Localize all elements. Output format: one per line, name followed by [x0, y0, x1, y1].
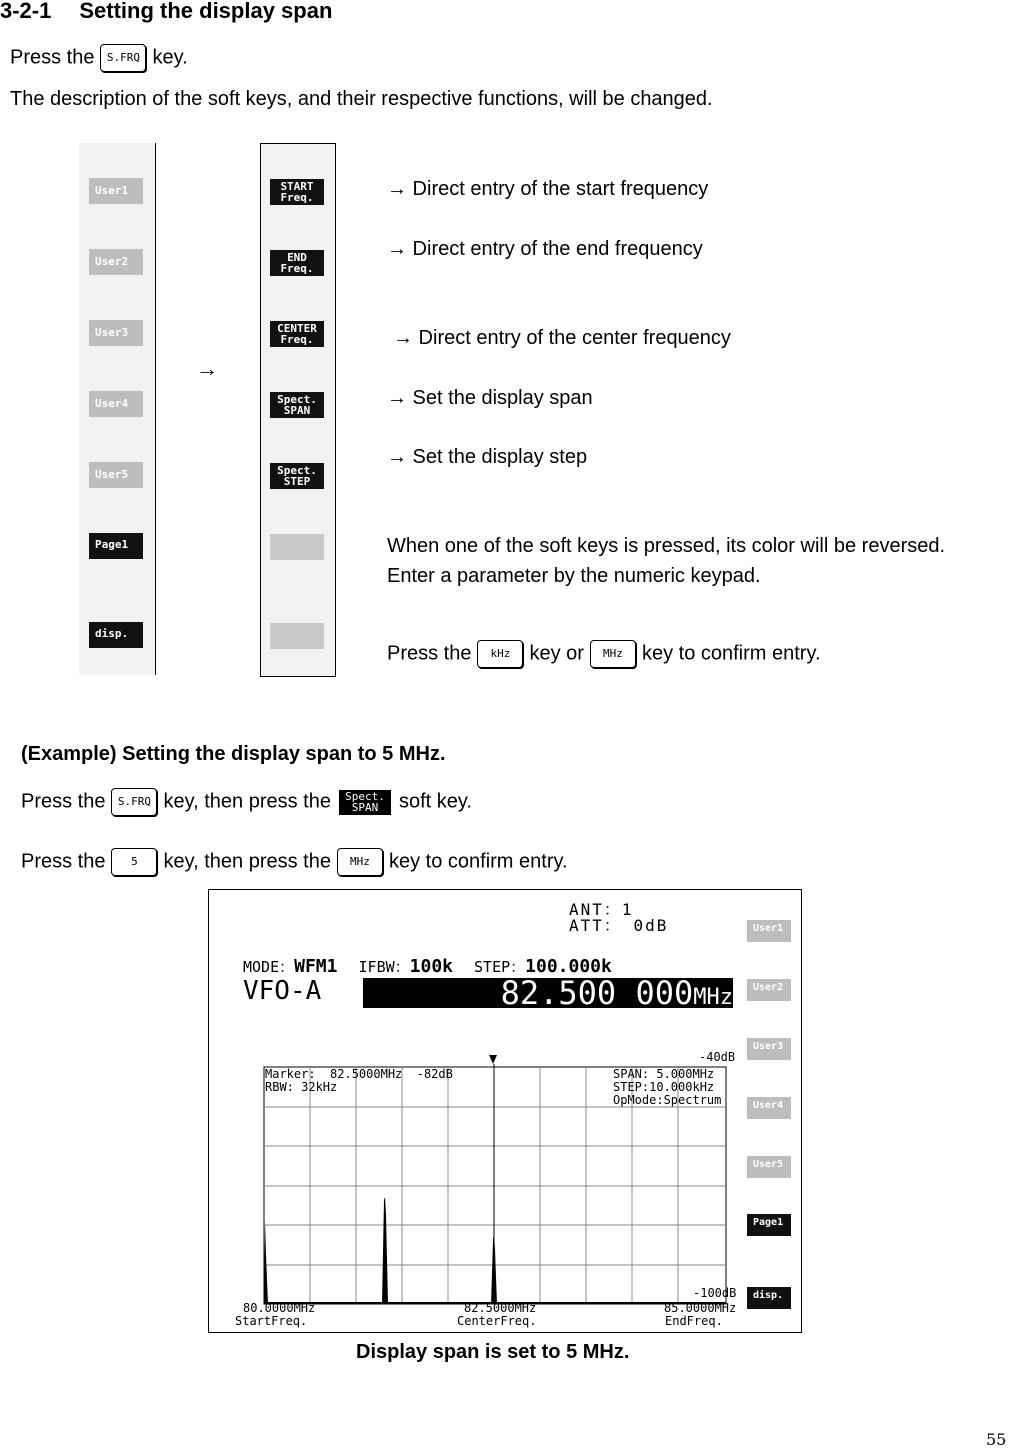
frequency-display [363, 974, 733, 1012]
intro-press-pre: Press the [10, 46, 95, 69]
start-freq-value: 80.0000MHz [243, 1301, 316, 1315]
screen-softkey-user2: User2 [747, 979, 791, 1001]
function-center-freq: → Direct entry of the center frequency [393, 327, 731, 349]
example-spect-span-softkey: Spect. SPAN [339, 790, 391, 815]
section-heading [0, 0, 332, 24]
softkey-user3: User3 [89, 320, 143, 346]
screen-softkey-user5: User5 [747, 1156, 791, 1178]
transition-arrow: → [196, 356, 218, 381]
intro-press-line [10, 44, 188, 72]
example-sfrq-key: S.FRQ [111, 788, 157, 816]
mhz-key: MHz [590, 640, 636, 668]
softkey-disp: disp. [89, 622, 143, 648]
softkey-user1: User1 [89, 178, 143, 204]
opmode-readout: OpMode:Spectrum [613, 1093, 722, 1107]
screen-softkey-user3: User3 [747, 1038, 791, 1060]
example-mhz-key: MHz [337, 848, 383, 876]
example-step1-pre: Press the [21, 790, 106, 813]
ref-level-top: -40dB [699, 1050, 736, 1064]
end-freq-label: EndFreq. [665, 1314, 723, 1328]
mode-value: WFM1 [294, 956, 338, 977]
softkey-panel-after [260, 143, 336, 677]
signal-peak-1 [264, 1220, 268, 1304]
end-freq-value: 85.0000MHz [664, 1301, 737, 1315]
step-value: 100.000k [525, 956, 612, 977]
start-freq-label: StartFreq. [235, 1314, 308, 1328]
section-number: 3-2-1 [0, 0, 52, 23]
page-number: 55 [986, 1430, 1007, 1449]
ifbw-value: 100k [409, 956, 453, 977]
ant-readout: ANT：1 [569, 900, 634, 919]
softkey-user5: User5 [89, 462, 143, 488]
intro-description: The description of the soft keys, and their respective functions, will be changed. [10, 88, 713, 110]
example-step2-post: key to confirm entry. [388, 850, 568, 873]
att-readout: ATT： 0dB [569, 916, 669, 935]
sfrq-key: S.FRQ [100, 44, 146, 72]
step-readout: STEP:10.000kHz [613, 1080, 715, 1094]
example-step2 [21, 848, 568, 876]
note-confirm-line [387, 640, 821, 668]
receiver-screen [208, 889, 802, 1333]
signal-peak-2 [382, 1197, 388, 1304]
function-step: → Set the display step [387, 446, 588, 468]
example-title: (Example) Setting the display span to 5 MHz. [21, 743, 446, 765]
softkey-blank-1 [270, 534, 324, 560]
five-key: 5 [111, 848, 157, 876]
screen-softkey-user4: User4 [747, 1097, 791, 1119]
center-freq-label: CenterFreq. [457, 1314, 537, 1328]
frequency-unit: MHz [693, 985, 733, 1010]
example-step1 [21, 788, 472, 816]
figure-caption: Display span is set to 5 MHz. [356, 1341, 630, 1363]
function-span: → Set the display span [387, 387, 593, 409]
screen-softkey-disp: disp. [747, 1287, 791, 1309]
frequency-value: 82.500 000 [500, 974, 694, 1012]
function-start-freq: → Direct entry of the start frequency [387, 178, 709, 200]
section-title: Setting the display span [79, 0, 333, 23]
note-keypad: Enter a parameter by the numeric keypad. [387, 565, 761, 587]
softkey-blank-2 [270, 623, 324, 649]
example-step1-mid: key, then press the [163, 790, 331, 813]
example-step2-mid: key, then press the [163, 850, 331, 873]
note-confirm-pre: Press the [387, 642, 472, 665]
softkey-center-freq: CENTER Freq. [270, 321, 324, 347]
ifbw-label: IFBW： [358, 958, 410, 976]
screen-softkey-page1: Page1 [747, 1214, 791, 1236]
mode-label: MODE： [243, 958, 295, 976]
note-confirm-post: key to confirm entry. [641, 642, 821, 665]
vfo-label: VFO-A [243, 976, 322, 1006]
example-step1-post: soft key. [398, 790, 472, 813]
softkey-spect-span: Spect. SPAN [270, 392, 324, 418]
softkey-user4: User4 [89, 391, 143, 417]
function-end-freq: → Direct entry of the end frequency [387, 238, 703, 260]
screen-softkey-user1: User1 [747, 920, 791, 942]
marker-readout: Marker: 82.5000MHz -82dB [265, 1067, 453, 1081]
note-reversed: When one of the soft keys is pressed, its color will be reversed. [387, 535, 946, 557]
ref-level-bottom: -100dB [693, 1286, 737, 1300]
khz-key: kHz [477, 640, 523, 668]
softkey-user2: User2 [89, 249, 143, 275]
softkey-panel-before [79, 143, 156, 675]
center-freq-value: 82.5000MHz [464, 1301, 537, 1315]
intro-press-post: key. [152, 46, 188, 69]
signal-peak-3 [491, 1233, 497, 1304]
step-label: STEP： [474, 958, 526, 976]
span-readout: SPAN: 5.000MHz [613, 1067, 715, 1081]
softkey-end-freq: END Freq. [270, 250, 324, 276]
softkey-spect-step: Spect. STEP [270, 463, 324, 489]
example-step2-pre: Press the [21, 850, 106, 873]
rbw-readout: RBW: 32kHz [265, 1080, 338, 1094]
marker-triangle [489, 1055, 497, 1064]
softkey-page1: Page1 [89, 533, 143, 559]
note-confirm-mid: key or [529, 642, 584, 665]
softkey-start-freq: START Freq. [270, 179, 324, 205]
